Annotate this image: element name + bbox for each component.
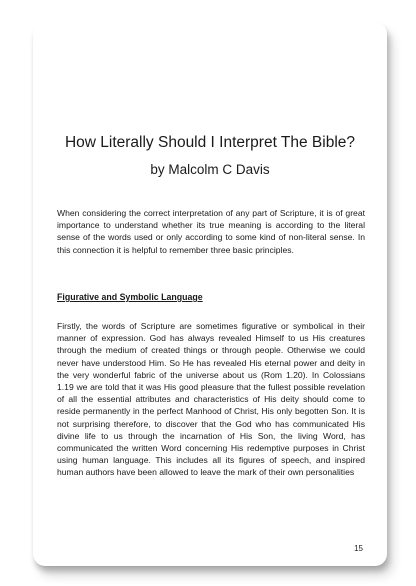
page-number: 15: [354, 544, 363, 553]
section-heading: Figurative and Symbolic Language: [57, 292, 203, 302]
intro-paragraph: When considering the correct interpretation of any part of Scripture, it is of great importance to understand whether its true meaning is according to the literal sense of the words used or only according to some kind of non-literal sense. In this connection it is helpful to remember three basic principles.: [57, 208, 365, 255]
document-author: by Malcolm C Davis: [150, 162, 270, 177]
body-paragraph: Firstly, the words of Scripture are sometimes figurative or symbolical in their manner of expression. God has always revealed Himself to us His creatures through the medium of created things or through people. Otherwise we could never have understood Him. So He has revealed His eternal power and deity in the very wonderful fabric of the universe about us (Rom 1.20). In Colossians 1.19 we are told that it was His good pleasure that the fullest possible revelation of all the essential attributes and characteristics of His deity should come to reside permanently in the perfect Manhood of Christ, His only begotten Son. It is not surprising therefore, to discover that the God who has communicated His divine life to us through the incarnation of His Son, the living Word, has communicated the written Word concerning His redemptive purposes in Christ using human language. This includes all its figures of speech, and inspired human authors have been allowed to leave the mark of their own personalities: [57, 321, 365, 478]
document-title: How Literally Should I Interpret The Bible?: [64, 134, 356, 151]
document-page: [33, 22, 387, 566]
